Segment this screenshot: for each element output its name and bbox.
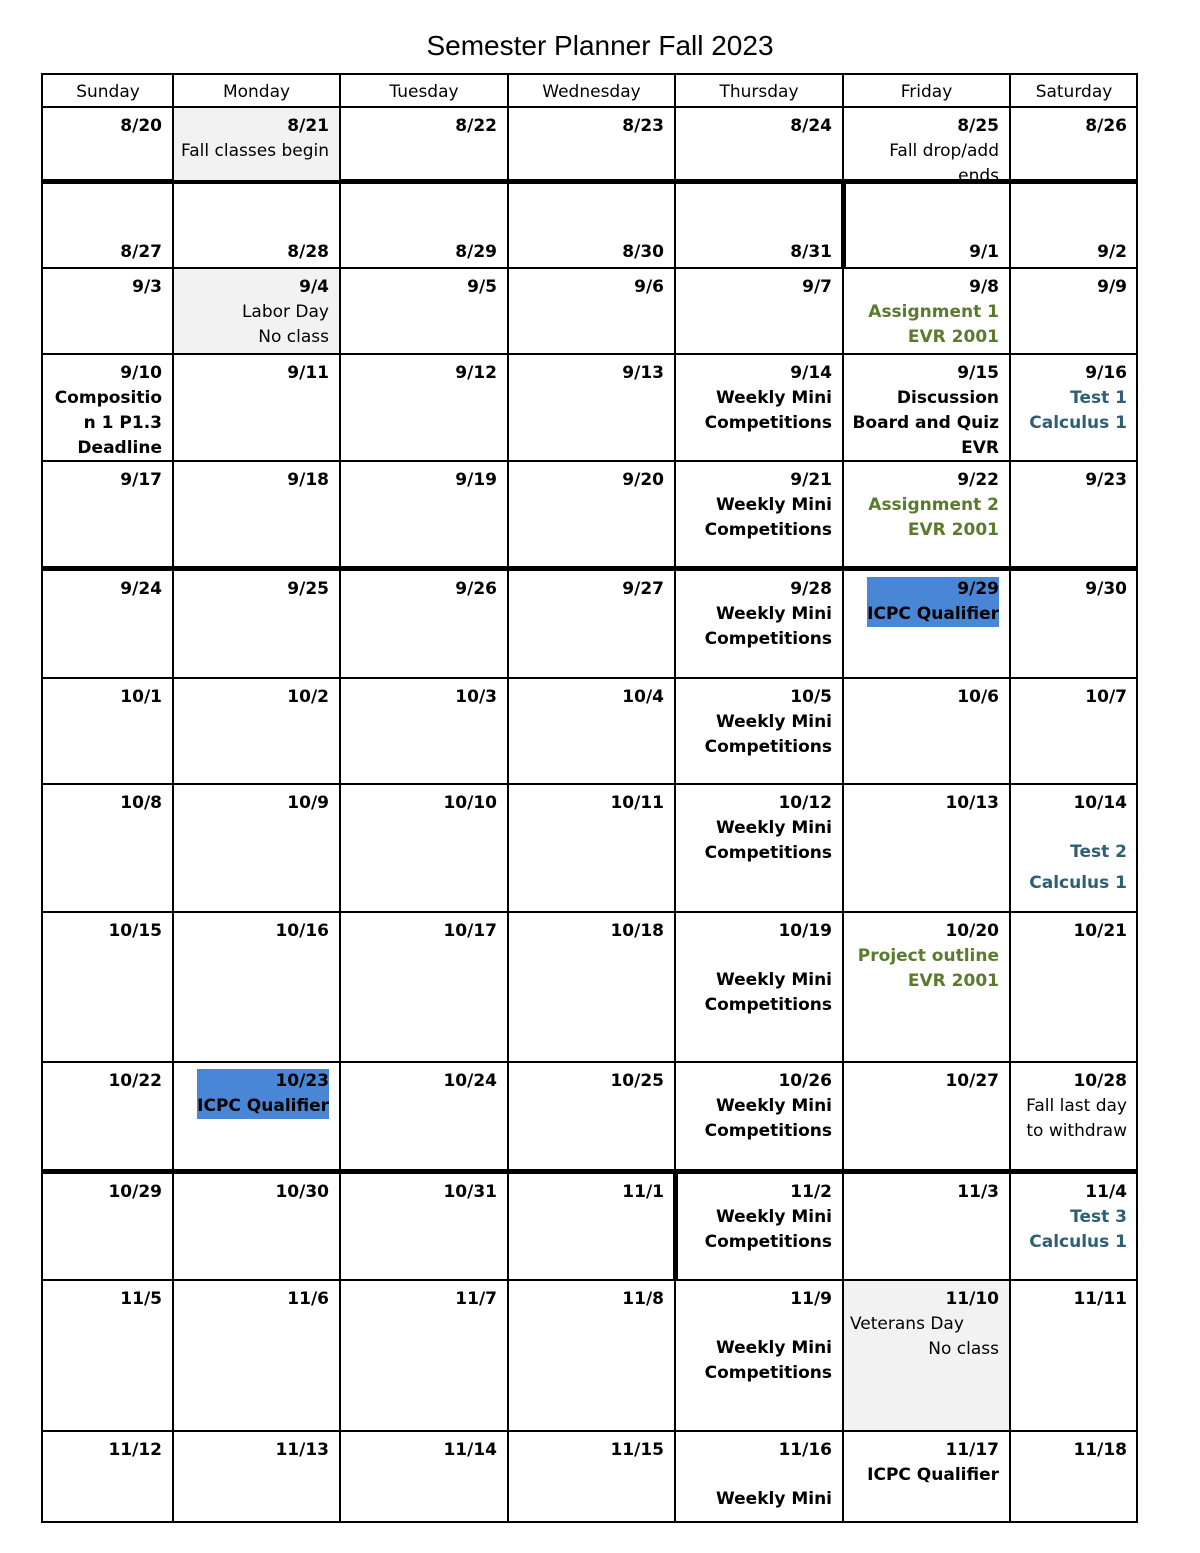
event-text: ICPC Qualifier <box>867 1465 999 1485</box>
day-cell[interactable] <box>174 108 339 180</box>
day-cell[interactable] <box>676 1174 842 1279</box>
date-label: 9/5 <box>467 277 497 297</box>
date-label: 10/2 <box>287 687 329 707</box>
day-cell[interactable] <box>844 1281 1009 1430</box>
date-label: 9/24 <box>120 579 162 599</box>
date-label: 11/17 <box>945 1440 999 1460</box>
date-label: 9/14 <box>790 363 832 383</box>
day-cell[interactable] <box>1011 1174 1137 1279</box>
day-cell[interactable] <box>844 108 1009 186</box>
day-cell[interactable] <box>44 355 172 460</box>
event-text: Weekly Mini <box>715 818 832 838</box>
day-cell[interactable] <box>44 269 172 353</box>
day-cell[interactable] <box>174 462 339 567</box>
date-label: 11/9 <box>790 1289 832 1309</box>
date-label: 9/1 <box>969 242 999 262</box>
date-label: 10/16 <box>275 921 329 941</box>
day-cell[interactable] <box>174 1063 339 1170</box>
date-label: 8/22 <box>455 116 497 136</box>
date-label: 9/6 <box>634 277 664 297</box>
date-label: 9/28 <box>790 579 832 599</box>
date-label: 11/10 <box>945 1289 999 1309</box>
event-text: ends <box>958 166 999 186</box>
event-text: EVR 2001 <box>907 327 999 347</box>
day-cell[interactable] <box>174 785 339 911</box>
event-text: Test 3 <box>1070 1207 1127 1227</box>
date-label: 11/14 <box>443 1440 497 1460</box>
event-text: Test 2 <box>1070 842 1127 862</box>
day-cell[interactable] <box>844 913 1009 1061</box>
date-label: 10/23 <box>275 1071 329 1091</box>
date-label: 8/30 <box>622 242 664 262</box>
event-text: Weekly Mini <box>715 495 832 515</box>
day-cell[interactable] <box>844 269 1009 353</box>
event-text: Fall drop/add <box>889 141 999 161</box>
date-label: 8/21 <box>287 116 329 136</box>
date-label: 9/15 <box>957 363 999 383</box>
event-text: Weekly Mini <box>715 1489 832 1509</box>
date-label: 11/12 <box>108 1440 162 1460</box>
event-text: Weekly Mini <box>715 1338 832 1358</box>
date-label: 10/30 <box>275 1182 329 1202</box>
day-header-sunday: Sunday <box>76 82 140 102</box>
day-cell[interactable] <box>509 184 674 267</box>
date-label: 10/14 <box>1073 793 1127 813</box>
date-label: 8/23 <box>622 116 664 136</box>
date-label: 10/8 <box>120 793 162 813</box>
day-cell[interactable] <box>341 679 507 783</box>
day-cell[interactable] <box>174 269 339 353</box>
day-cell[interactable] <box>44 1432 172 1522</box>
event-text: Competitions <box>704 629 832 649</box>
date-label: 10/31 <box>443 1182 497 1202</box>
date-label: 9/23 <box>1085 470 1127 490</box>
day-cell[interactable] <box>1011 184 1137 267</box>
day-cell[interactable] <box>509 355 674 460</box>
date-label: 8/28 <box>287 242 329 262</box>
event-text: ICPC Qualifier <box>867 604 999 624</box>
date-label: 10/5 <box>790 687 832 707</box>
day-cell[interactable] <box>1011 269 1137 353</box>
day-cell[interactable] <box>1011 1281 1137 1430</box>
date-label: 9/3 <box>132 277 162 297</box>
date-label: 11/1 <box>622 1182 664 1202</box>
day-cell[interactable] <box>44 1281 172 1430</box>
event-text: Project outline <box>857 946 999 966</box>
day-cell[interactable] <box>844 184 1009 267</box>
date-label: 9/20 <box>622 470 664 490</box>
event-text: Competitions <box>704 995 832 1015</box>
date-label: 8/31 <box>790 242 832 262</box>
day-header-monday: Monday <box>222 82 291 102</box>
date-label: 11/8 <box>622 1289 664 1309</box>
day-cell[interactable] <box>844 1174 1009 1279</box>
event-text: Calculus 1 <box>1029 1232 1127 1252</box>
date-label: 11/4 <box>1085 1182 1127 1202</box>
date-label: 11/7 <box>455 1289 497 1309</box>
event-text: Fall classes begin <box>181 141 329 161</box>
day-header-friday: Friday <box>900 82 953 102</box>
day-cell[interactable] <box>844 571 1009 677</box>
day-cell[interactable] <box>44 462 172 567</box>
date-label: 10/27 <box>945 1071 999 1091</box>
date-label: 11/16 <box>778 1440 832 1460</box>
day-cell[interactable] <box>676 108 842 180</box>
day-cell[interactable] <box>509 679 674 783</box>
date-label: 10/17 <box>443 921 497 941</box>
date-label: 8/24 <box>790 116 832 136</box>
date-label: 9/9 <box>1097 277 1127 297</box>
day-cell[interactable] <box>44 184 172 267</box>
event-text: Weekly Mini <box>715 1207 832 1227</box>
date-label: 10/7 <box>1085 687 1127 707</box>
date-label: 9/18 <box>287 470 329 490</box>
day-header-saturday: Saturday <box>1035 82 1113 102</box>
date-label: 10/1 <box>120 687 162 707</box>
date-label: 11/11 <box>1073 1289 1127 1309</box>
date-label: 10/12 <box>778 793 832 813</box>
day-cell[interactable] <box>174 1174 339 1279</box>
date-label: 10/9 <box>287 793 329 813</box>
date-label: 11/13 <box>275 1440 329 1460</box>
event-text: EVR 2001 <box>907 971 999 991</box>
date-label: 10/18 <box>610 921 664 941</box>
event-text: Competitions <box>704 1363 832 1383</box>
event-text: Fall last day <box>1026 1096 1127 1116</box>
day-cell[interactable] <box>341 1063 507 1170</box>
date-label: 10/24 <box>443 1071 497 1091</box>
date-label: 10/26 <box>778 1071 832 1091</box>
date-label: 9/2 <box>1097 242 1127 262</box>
date-label: 9/25 <box>287 579 329 599</box>
date-label: 11/6 <box>287 1289 329 1309</box>
day-cell[interactable] <box>341 269 507 353</box>
event-text: Competitions <box>704 520 832 540</box>
event-text: n 1 P1.3 <box>83 413 162 433</box>
event-text: Weekly Mini <box>715 388 832 408</box>
event-text: Competitions <box>704 1232 832 1252</box>
page-title: Semester Planner Fall 2023 <box>426 30 774 61</box>
date-label: 10/29 <box>108 1182 162 1202</box>
date-label: 11/3 <box>957 1182 999 1202</box>
event-text: ICPC Qualifier <box>197 1096 329 1116</box>
day-cell[interactable] <box>509 269 674 353</box>
day-cell[interactable] <box>44 1063 172 1170</box>
date-label: 10/15 <box>108 921 162 941</box>
day-cell[interactable] <box>509 1174 674 1279</box>
date-label: 9/26 <box>455 579 497 599</box>
date-label: 9/11 <box>287 363 329 383</box>
day-cell[interactable] <box>341 1174 507 1279</box>
date-label: 9/8 <box>969 277 999 297</box>
event-text: Compositio <box>54 388 162 408</box>
event-text: Weekly Mini <box>715 970 832 990</box>
event-text: to withdraw <box>1026 1121 1127 1141</box>
date-label: 9/30 <box>1085 579 1127 599</box>
date-label: 9/17 <box>120 470 162 490</box>
date-label: 9/21 <box>790 470 832 490</box>
day-cell[interactable] <box>341 785 507 911</box>
day-cell[interactable] <box>844 355 1009 460</box>
day-cell[interactable] <box>676 679 842 783</box>
day-cell[interactable] <box>676 1063 842 1170</box>
day-cell[interactable] <box>44 108 172 180</box>
day-cell[interactable] <box>1011 785 1137 911</box>
day-cell[interactable] <box>844 1432 1009 1522</box>
day-cell[interactable] <box>341 1432 507 1522</box>
date-label: 11/5 <box>120 1289 162 1309</box>
day-cell[interactable] <box>676 1281 842 1430</box>
event-text: Weekly Mini <box>715 604 832 624</box>
event-text: Discussion <box>896 388 999 408</box>
day-cell[interactable] <box>509 913 674 1061</box>
date-label: 9/27 <box>622 579 664 599</box>
day-cell[interactable] <box>174 1432 339 1522</box>
date-label: 10/10 <box>443 793 497 813</box>
day-cell[interactable] <box>1011 462 1137 567</box>
day-cell[interactable] <box>509 462 674 567</box>
date-label: 9/29 <box>957 579 999 599</box>
day-cell[interactable] <box>174 355 339 460</box>
day-cell[interactable] <box>676 571 842 677</box>
day-header-tuesday: Tuesday <box>389 82 459 102</box>
day-cell[interactable] <box>509 785 674 911</box>
day-cell[interactable] <box>1011 571 1137 677</box>
date-label: 11/2 <box>790 1182 832 1202</box>
date-label: 11/18 <box>1073 1440 1127 1460</box>
date-label: 10/28 <box>1073 1071 1127 1091</box>
day-cell[interactable] <box>676 462 842 567</box>
day-cell[interactable] <box>1011 1432 1137 1522</box>
event-text: Weekly Mini <box>715 712 832 732</box>
date-label: 9/16 <box>1085 363 1127 383</box>
date-label: 8/20 <box>120 116 162 136</box>
date-label: 10/20 <box>945 921 999 941</box>
day-cell[interactable] <box>341 913 507 1061</box>
event-text: Board and Quiz <box>852 413 999 433</box>
event-text: Competitions <box>704 843 832 863</box>
day-cell[interactable] <box>174 184 339 267</box>
day-cell[interactable] <box>676 785 842 911</box>
day-cell[interactable] <box>844 1063 1009 1170</box>
event-text: EVR 2001 <box>907 520 999 540</box>
day-cell[interactable] <box>509 571 674 677</box>
event-text: Deadline <box>77 438 162 458</box>
day-cell[interactable] <box>844 462 1009 567</box>
event-text: No class <box>258 327 329 347</box>
day-header-wednesday: Wednesday <box>542 82 641 102</box>
event-text: Assignment 1 <box>868 302 999 322</box>
day-cell[interactable] <box>341 571 507 677</box>
day-cell[interactable] <box>676 184 842 267</box>
day-cell[interactable] <box>676 355 842 460</box>
day-cell[interactable] <box>44 571 172 677</box>
day-cell[interactable] <box>844 785 1009 911</box>
day-cell[interactable] <box>174 913 339 1061</box>
day-cell[interactable] <box>844 679 1009 783</box>
day-header-thursday: Thursday <box>719 82 799 102</box>
date-label: 10/22 <box>108 1071 162 1091</box>
day-cell[interactable] <box>676 1432 842 1522</box>
date-label: 9/22 <box>957 470 999 490</box>
day-cell[interactable] <box>341 108 507 180</box>
event-highlight <box>197 1069 329 1119</box>
date-label: 10/6 <box>957 687 999 707</box>
day-cell[interactable] <box>44 913 172 1061</box>
event-text: Competitions <box>704 413 832 433</box>
event-text: EVR <box>961 438 999 458</box>
day-cell[interactable] <box>1011 355 1137 460</box>
event-text: Weekly Mini <box>715 1096 832 1116</box>
date-label: 9/13 <box>622 363 664 383</box>
day-cell[interactable] <box>44 679 172 783</box>
day-cell[interactable] <box>174 1281 339 1430</box>
day-cell[interactable] <box>509 1063 674 1170</box>
date-label: 9/7 <box>802 277 832 297</box>
calendar-grid <box>41 73 1138 1523</box>
event-text: Veterans Day <box>850 1314 964 1334</box>
date-label: 10/4 <box>622 687 664 707</box>
day-cell[interactable] <box>174 571 339 677</box>
date-label: 9/19 <box>455 470 497 490</box>
date-label: 9/4 <box>299 277 329 297</box>
day-cell[interactable] <box>174 679 339 783</box>
day-cell[interactable] <box>676 913 842 1061</box>
event-text: Labor Day <box>241 302 329 322</box>
day-cell[interactable] <box>1011 1063 1137 1170</box>
event-text: Competitions <box>704 1121 832 1141</box>
day-cell[interactable] <box>44 1174 172 1279</box>
day-cell[interactable] <box>341 355 507 460</box>
event-text: Competitions <box>704 737 832 757</box>
date-label: 9/10 <box>120 363 162 383</box>
day-cell[interactable] <box>341 184 507 267</box>
day-cell[interactable] <box>44 785 172 911</box>
day-cell[interactable] <box>341 1281 507 1430</box>
date-label: 10/3 <box>455 687 497 707</box>
date-label: 10/19 <box>778 921 832 941</box>
event-text: Calculus 1 <box>1029 873 1127 893</box>
date-label: 9/12 <box>455 363 497 383</box>
date-label: 10/25 <box>610 1071 664 1091</box>
day-cell[interactable] <box>676 269 842 353</box>
date-label: 10/11 <box>610 793 664 813</box>
day-cell[interactable] <box>1011 108 1137 180</box>
day-cell[interactable] <box>509 1281 674 1430</box>
date-label: 8/26 <box>1085 116 1127 136</box>
date-label: 10/13 <box>945 793 999 813</box>
day-cell[interactable] <box>1011 913 1137 1061</box>
day-cell[interactable] <box>509 1432 674 1522</box>
event-text: Assignment 2 <box>868 495 999 515</box>
day-cell[interactable] <box>1011 679 1137 783</box>
date-label: 11/15 <box>610 1440 664 1460</box>
event-text: Test 1 <box>1070 388 1127 408</box>
event-text: No class <box>928 1339 999 1359</box>
date-label: 8/25 <box>957 116 999 136</box>
event-highlight <box>867 577 999 627</box>
day-cell[interactable] <box>509 108 674 180</box>
date-label: 8/29 <box>455 242 497 262</box>
day-cell[interactable] <box>341 462 507 567</box>
event-text: Calculus 1 <box>1029 413 1127 433</box>
date-label: 10/21 <box>1073 921 1127 941</box>
date-label: 8/27 <box>120 242 162 262</box>
